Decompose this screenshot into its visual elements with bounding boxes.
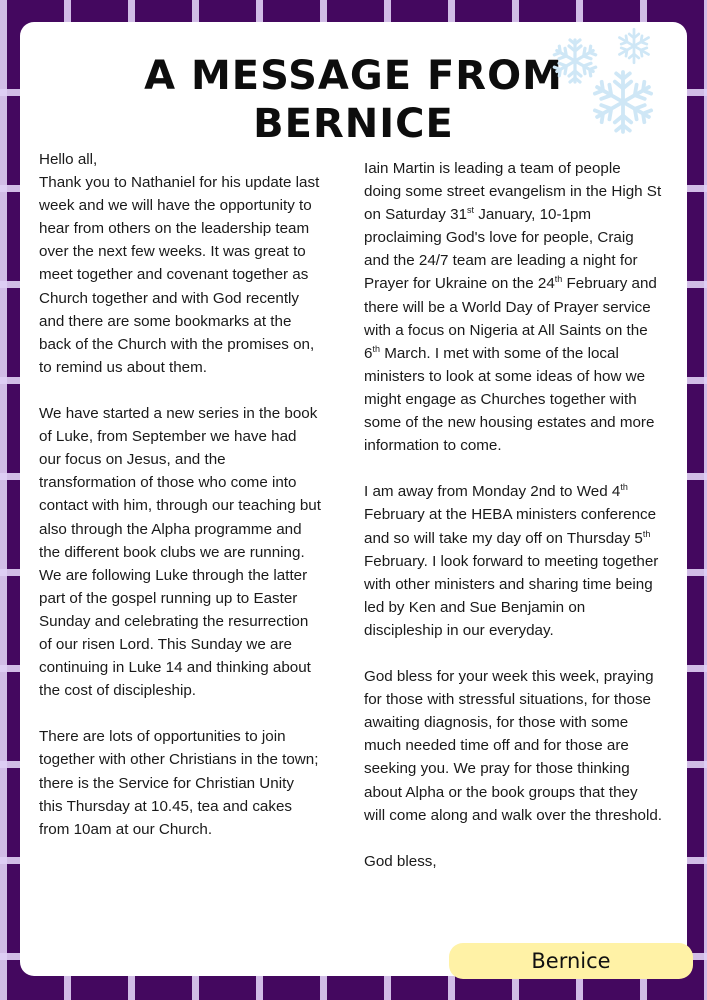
title-line-1: A MESSAGE FROM (144, 53, 563, 99)
paragraph-away: I am away from Monday 2nd to Wed 4th February at the HEBA ministers conference and so will take my day off on Thursday 5th February. I look forward to meeting together with other ministers and sharing time being led by Ken and Sue Benjamin on discipleship in our everyday. (364, 482, 659, 639)
paragraph-thanks: Thank you to Nathaniel for his update last week and we will have the opportunity to hear from others on the leadership team over the next few weeks. It was great to meet together and covenant together as Church together and with God recently and there are some bookmarks at the back of the Church with the promises on, to remind us about them. (39, 174, 320, 376)
paragraph-luke-series: We have started a new series in the book of Luke, from September we have had our focus on Jesus, and the transformation of those who come into contact with him, through our teaching but also through the Alpha programme and the different book clubs we are running. We are following Luke through the latter part of the gospel running up to Easter Sunday and celebrating the resurrection of our risen Lord. This Sunday we are continuing in Luke 14 and thinking about the cost of discipleship. (39, 405, 321, 700)
signature-badge: Bernice (449, 943, 693, 979)
right-column (364, 157, 662, 873)
title-line-2: BERNICE (253, 101, 454, 147)
greeting: Hello all, (39, 151, 98, 168)
snowflake-icon (614, 26, 654, 66)
signoff: God bless, (364, 852, 437, 870)
paragraph-blessing: God bless for your week this week, praying for those with stressful situations, for those awaiting diagnosis, for those with some much needed time off and for those are seeking you. We pray for those thinking about Alpha or the book groups that they will come along and walk over the threshold. (364, 668, 663, 824)
snowflake-icon (589, 68, 657, 136)
paragraph-christian-unity: There are lots of opportunities to join together with other Christians in the town; there is the Service for Christian Unity this Thursday at 10.45, tea and cakes from 10am at our Church. (39, 728, 319, 838)
paragraph-events: Iain Martin is leading a team of people doing some street evangelism in the High St on Saturday 31st January, 10-1pm proclaiming God's love for people, Craig and the 24/7 team are leading a night for Prayer for Ukraine on the 24th February and there will be a World Day of Prayer service with a focus on Nigeria at All Saints on the 6th March. I met with some of the local ministers to look at some ideas of how we might engage as Churches together with some of the new housing estates and more information to come. (364, 160, 662, 455)
left-column (39, 148, 321, 864)
